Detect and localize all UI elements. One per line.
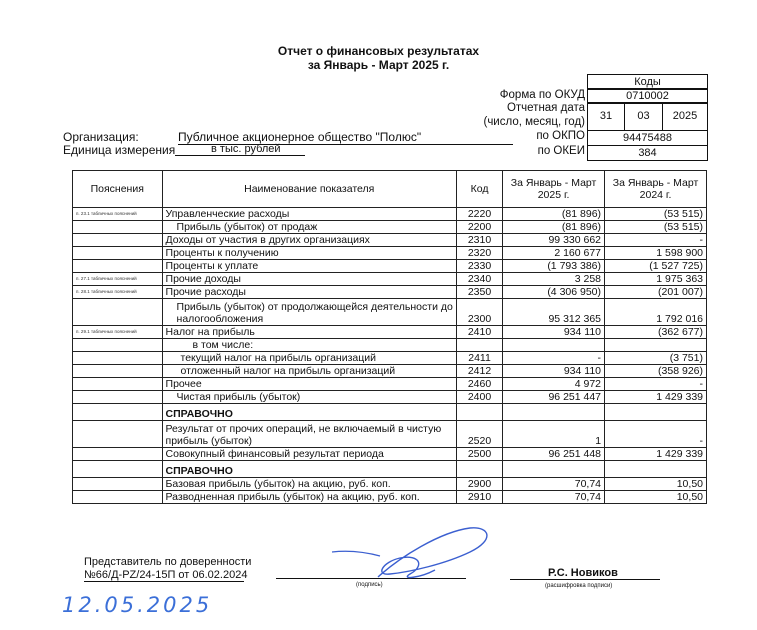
row-name: Разводненная прибыль (убыток) на акцию, руб. коп.	[162, 491, 456, 504]
representative-line-1: Представитель по доверенности	[84, 556, 252, 568]
row-note	[73, 421, 163, 448]
table-row	[73, 234, 707, 247]
financial-results-table	[72, 170, 707, 504]
row-name: Управленческие расходы	[162, 208, 456, 221]
signature-caption: (подпись)	[356, 582, 383, 588]
okud-label: Форма по ОКУД	[499, 89, 585, 101]
row-name: Налог на прибыль	[162, 326, 456, 339]
row-code	[456, 461, 502, 478]
table-row	[73, 299, 707, 326]
row-code	[456, 404, 502, 421]
row-current-value: -	[503, 352, 605, 365]
row-note	[73, 391, 163, 404]
okpo-label: по ОКПО	[536, 130, 585, 142]
row-current-value	[503, 461, 605, 478]
row-previous-value: 1 429 339	[605, 448, 707, 461]
representative-line-2: №66/Д-PZ/24-15П от 06.02.2024	[84, 569, 248, 581]
row-code: 2400	[456, 391, 502, 404]
row-previous-value	[605, 339, 707, 352]
table-row	[73, 208, 707, 221]
row-note	[73, 352, 163, 365]
row-current-value	[503, 404, 605, 421]
col-code: Код	[456, 171, 502, 208]
table-row	[73, 326, 707, 339]
col-notes: Пояснения	[73, 171, 163, 208]
row-current-value: 95 312 365	[503, 299, 605, 326]
row-current-value: 2 160 677	[503, 247, 605, 260]
row-name: Прочие доходы	[162, 273, 456, 286]
row-current-value: 934 110	[503, 326, 605, 339]
row-current-value	[503, 339, 605, 352]
handwritten-date: 12.05.2025	[62, 593, 213, 617]
row-previous-value: (53 515)	[605, 221, 707, 234]
col-name: Наименование показателя	[162, 171, 456, 208]
row-previous-value: 1 975 363	[605, 273, 707, 286]
row-code: 2220	[456, 208, 502, 221]
row-code: 2410	[456, 326, 502, 339]
org-name: Публичное акционерное общество "Полюс"	[178, 130, 513, 145]
row-previous-value: (53 515)	[605, 208, 707, 221]
row-note	[73, 260, 163, 273]
row-note	[73, 365, 163, 378]
row-code: 2411	[456, 352, 502, 365]
org-label: Организация:	[63, 130, 139, 144]
row-note	[73, 299, 163, 326]
row-note: п. 23.1 табличных пояснений	[73, 208, 163, 221]
okei-value: 384	[587, 145, 708, 161]
table-row	[73, 448, 707, 461]
row-note	[73, 339, 163, 352]
row-code: 2910	[456, 491, 502, 504]
row-current-value: 4 972	[503, 378, 605, 391]
row-code: 2350	[456, 286, 502, 299]
date-label-1: Отчетная дата	[506, 102, 585, 114]
row-previous-value: (1 527 725)	[605, 260, 707, 273]
row-code: 2460	[456, 378, 502, 391]
col-current: За Январь - Март 2025 г.	[503, 171, 605, 208]
row-previous-value: (3 751)	[605, 352, 707, 365]
row-name: СПРАВОЧНО	[162, 404, 456, 421]
table-row	[73, 391, 707, 404]
col-previous: За Январь - Март 2024 г.	[605, 171, 707, 208]
row-previous-value: 1 598 900	[605, 247, 707, 260]
row-current-value: (81 896)	[503, 221, 605, 234]
table-row	[73, 421, 707, 448]
table-row	[73, 273, 707, 286]
row-note	[73, 378, 163, 391]
row-current-value: 96 251 447	[503, 391, 605, 404]
row-name: отложенный налог на прибыль организаций	[162, 365, 456, 378]
date-year: 2025	[662, 102, 708, 131]
table-row	[73, 339, 707, 352]
row-current-value: 3 258	[503, 273, 605, 286]
row-previous-value: -	[605, 378, 707, 391]
row-note	[73, 478, 163, 491]
row-code: 2330	[456, 260, 502, 273]
row-previous-value: -	[605, 421, 707, 448]
row-current-value: 70,74	[503, 491, 605, 504]
row-note	[73, 461, 163, 478]
unit-value: в тыс. рублей	[175, 143, 305, 156]
representative-underline	[84, 581, 244, 582]
row-current-value: 70,74	[503, 478, 605, 491]
row-note: п. 28.1 табличных пояснений	[73, 286, 163, 299]
table-row	[73, 286, 707, 299]
row-name: Совокупный финансовый результат периода	[162, 448, 456, 461]
row-name: Доходы от участия в других организациях	[162, 234, 456, 247]
row-note	[73, 404, 163, 421]
row-current-value: (81 896)	[503, 208, 605, 221]
row-current-value: 934 110	[503, 365, 605, 378]
row-code: 2310	[456, 234, 502, 247]
table-row	[73, 378, 707, 391]
unit-label: Единица измерения	[63, 143, 176, 157]
table-row	[73, 221, 707, 234]
row-name: Чистая прибыль (убыток)	[162, 391, 456, 404]
row-previous-value: (358 926)	[605, 365, 707, 378]
table-row	[73, 260, 707, 273]
row-note	[73, 448, 163, 461]
okei-label: по ОКЕИ	[537, 145, 585, 157]
row-previous-value: (201 007)	[605, 286, 707, 299]
table-header-row	[73, 171, 707, 208]
row-previous-value: 1 792 016	[605, 299, 707, 326]
row-previous-value: 10,50	[605, 491, 707, 504]
row-name: Прочие расходы	[162, 286, 456, 299]
table-row	[73, 461, 707, 478]
row-previous-value: 10,50	[605, 478, 707, 491]
table-row	[73, 478, 707, 491]
codes-header: Коды	[587, 74, 708, 90]
table-row	[73, 365, 707, 378]
okud-value: 0710002	[587, 88, 708, 104]
row-code: 2200	[456, 221, 502, 234]
row-name: в том числе:	[162, 339, 456, 352]
row-note: п. 29.1 табличных пояснений	[73, 326, 163, 339]
date-label-2: (число, месяц, год)	[483, 116, 585, 128]
row-previous-value: (362 677)	[605, 326, 707, 339]
report-title: Отчет о финансовых результатах	[277, 44, 480, 58]
row-previous-value	[605, 461, 707, 478]
row-note	[73, 221, 163, 234]
row-previous-value: 1 429 339	[605, 391, 707, 404]
row-name: Базовая прибыль (убыток) на акцию, руб. коп.	[162, 478, 456, 491]
row-note: п. 27.1 табличных пояснений	[73, 273, 163, 286]
row-note	[73, 247, 163, 260]
date-day: 31	[587, 102, 625, 131]
report-period: за Январь - Март 2025 г.	[307, 58, 450, 72]
row-code: 2300	[456, 299, 502, 326]
row-note	[73, 234, 163, 247]
row-name: Проценты к уплате	[162, 260, 456, 273]
signer-name-caption: (расшифровка подписи)	[545, 583, 613, 589]
row-current-value: (4 306 950)	[503, 286, 605, 299]
row-code: 2412	[456, 365, 502, 378]
signer-underline	[510, 579, 660, 580]
okpo-value: 94475488	[587, 130, 708, 146]
row-name: текущий налог на прибыль организаций	[162, 352, 456, 365]
table-row	[73, 491, 707, 504]
row-name: Результат от прочих операций, не включаемый в чистую прибыль (убыток)	[162, 421, 456, 448]
row-name: Прибыль (убыток) от продолжающейся деятельности до налогообложения	[162, 299, 456, 326]
row-current-value: 99 330 662	[503, 234, 605, 247]
row-code: 2320	[456, 247, 502, 260]
row-name: Прибыль (убыток) от продаж	[162, 221, 456, 234]
row-code: 2900	[456, 478, 502, 491]
signer-name: Р.С. Новиков	[548, 567, 618, 579]
row-code: 2500	[456, 448, 502, 461]
row-name: Проценты к получению	[162, 247, 456, 260]
row-code: 2520	[456, 421, 502, 448]
table-row	[73, 352, 707, 365]
row-code: 2340	[456, 273, 502, 286]
table-row	[73, 404, 707, 421]
row-note	[73, 491, 163, 504]
row-previous-value: -	[605, 234, 707, 247]
handwritten-signature	[330, 522, 505, 592]
row-previous-value	[605, 404, 707, 421]
row-name: СПРАВОЧНО	[162, 461, 456, 478]
row-code	[456, 339, 502, 352]
row-current-value: 96 251 448	[503, 448, 605, 461]
table-row	[73, 247, 707, 260]
row-current-value: (1 793 386)	[503, 260, 605, 273]
date-month: 03	[624, 102, 663, 131]
row-name: Прочее	[162, 378, 456, 391]
row-current-value: 1	[503, 421, 605, 448]
